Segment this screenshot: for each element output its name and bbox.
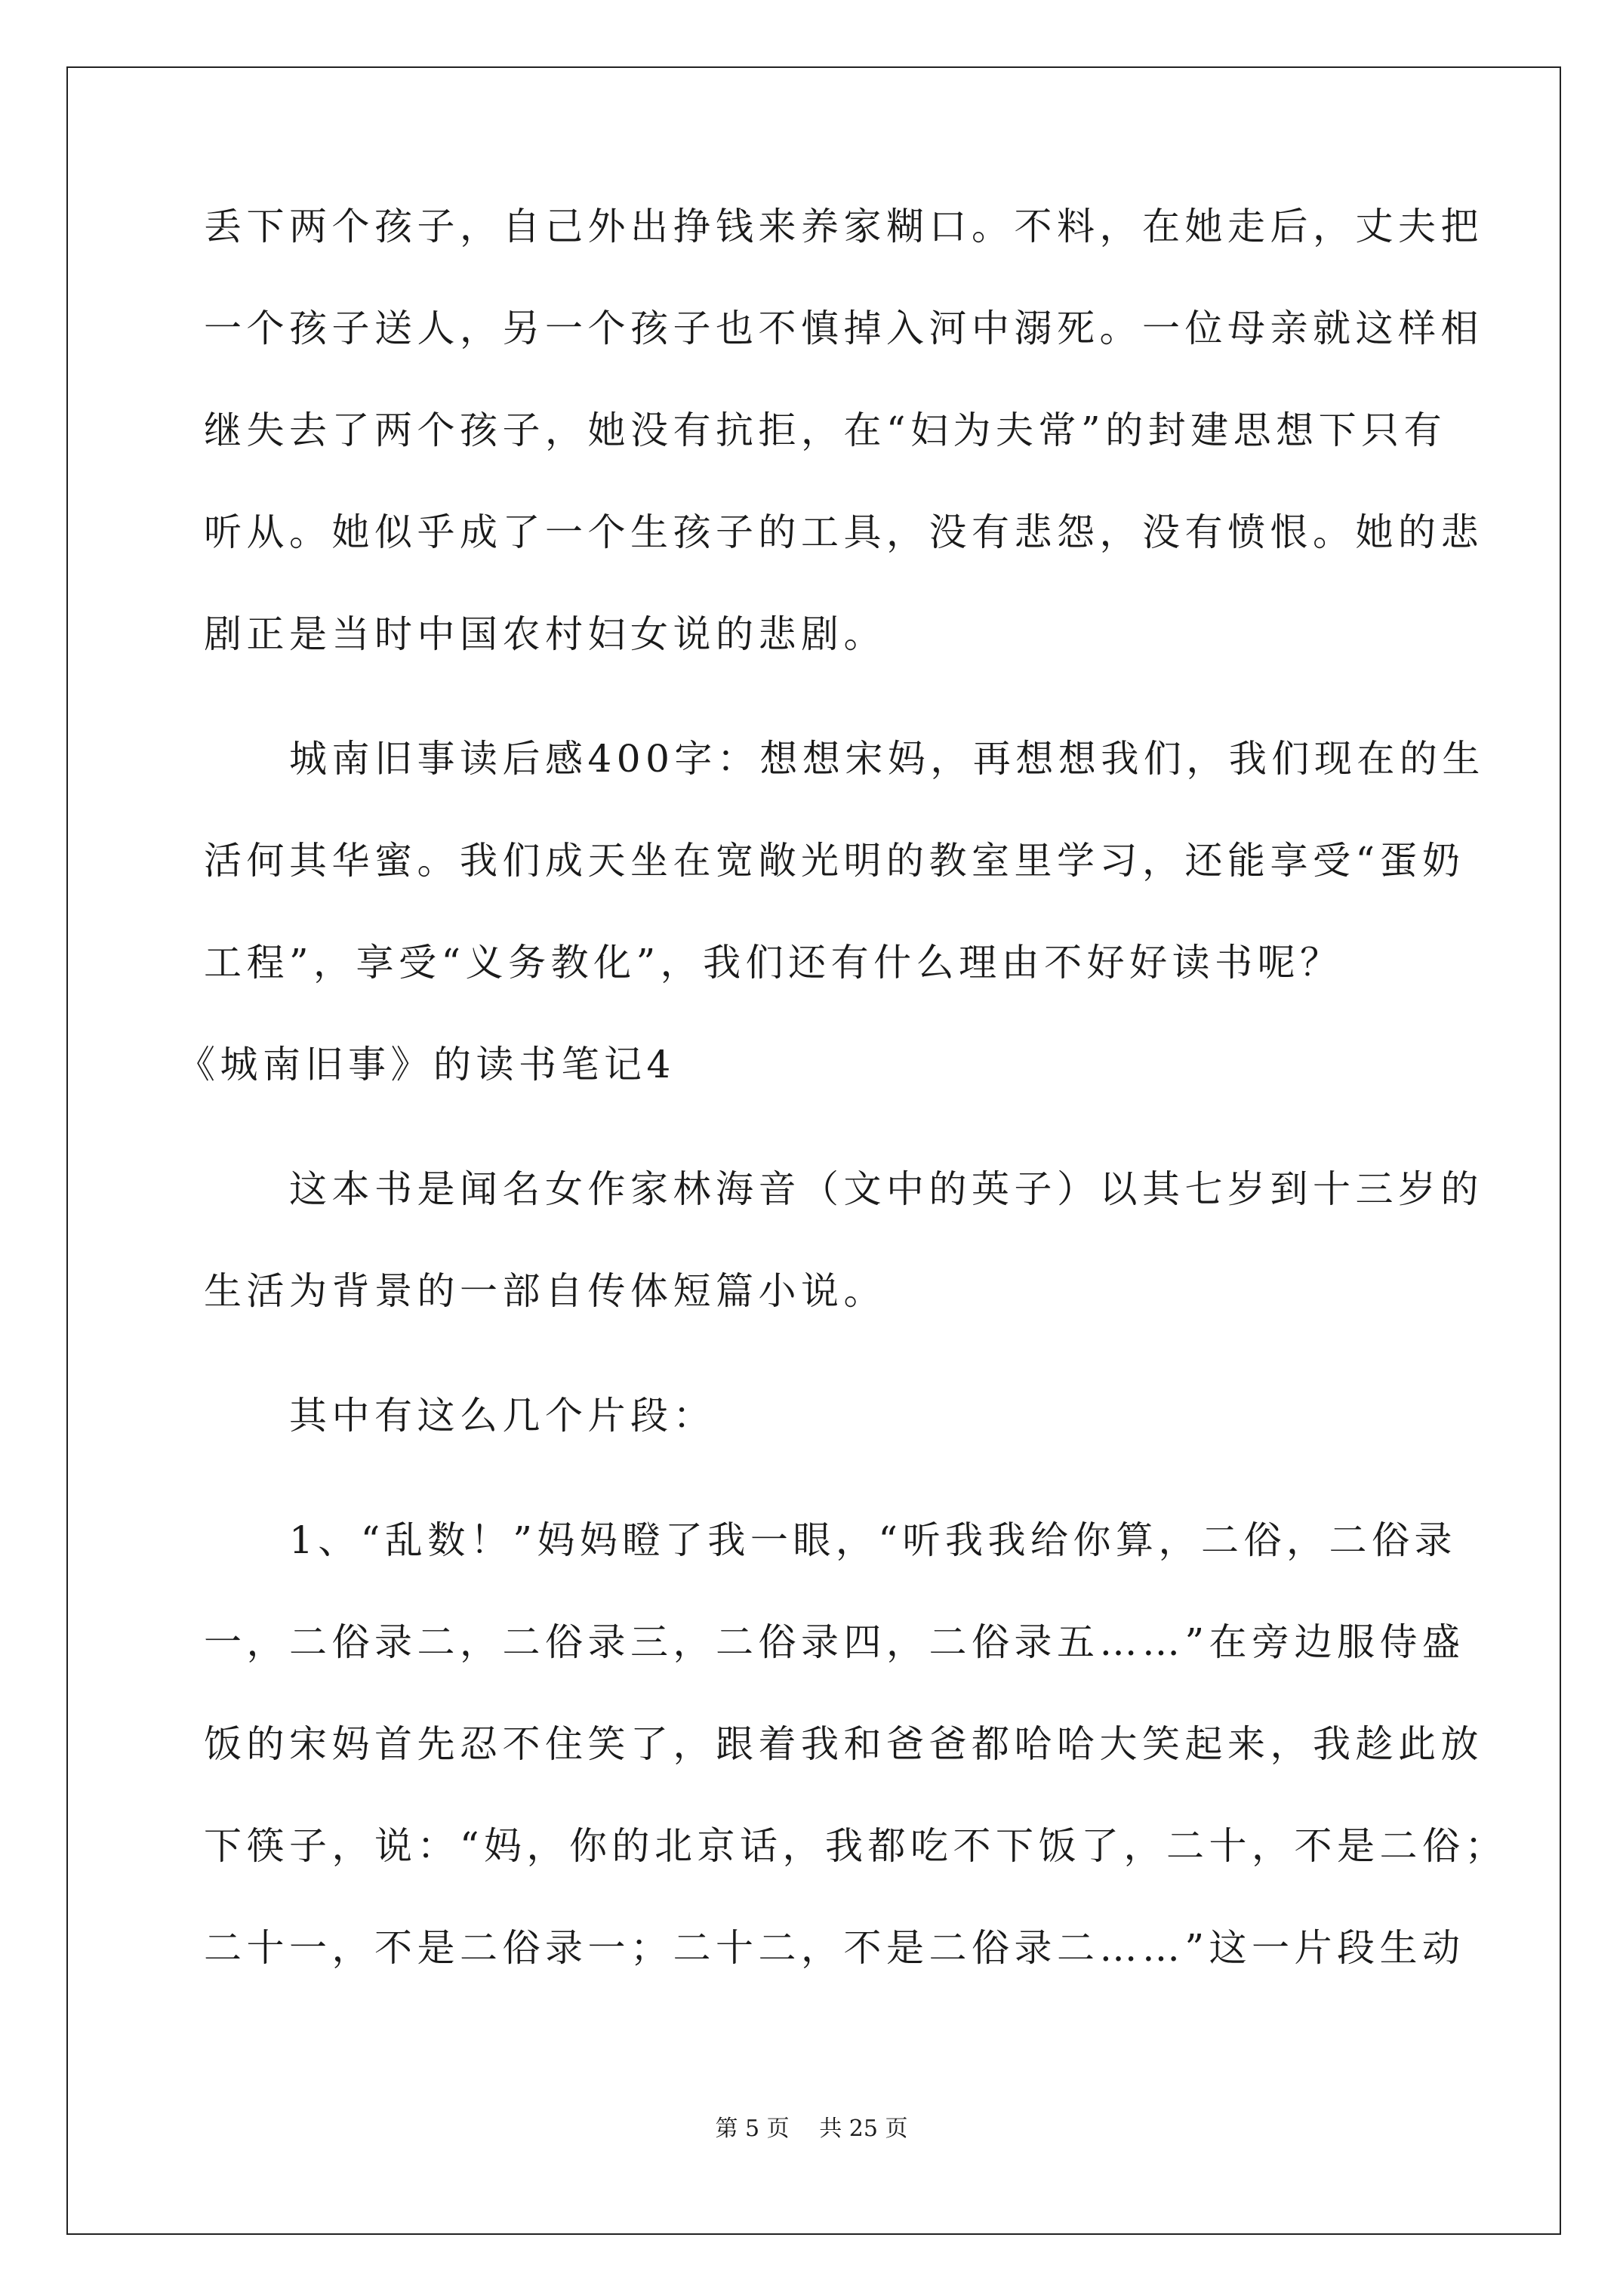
text-line: 工程”，享受“义务教化”，我们还有什么理由不好好读书呢？: [204, 941, 1343, 985]
section-heading: 《城南旧事》的读书笔记4: [177, 1043, 676, 1086]
page-border: [66, 66, 1561, 2235]
text-line: 1、“乱数！”妈妈瞪了我一眼，“听我我给你算，二俗，二俗录: [204, 1518, 1457, 1562]
text-line: 下筷子，说：“妈，你的北京话，我都吃不下饭了，二十，不是二俗；: [204, 1824, 1508, 1868]
text-line: 其中有这么几个片段：: [204, 1394, 716, 1438]
text-line: 一个孩子送人，另一个孩子也不慎掉入河中溺死。一位母亲就这样相: [204, 307, 1483, 350]
text-line: 生活为背景的一部自传体短篇小说。: [204, 1269, 886, 1313]
text-line: 继失去了两个孩子，她没有抗拒，在“妇为夫常”的封建思想下只有: [204, 408, 1447, 452]
text-line: 丢下两个孩子，自己外出挣钱来养家糊口。不料，在她走后，丈夫把: [204, 205, 1483, 248]
text-line: 城南旧事读后感400字：想想宋妈，再想想我们，我们现在的生: [204, 737, 1485, 781]
page-number: 第 5 页 共 25 页: [715, 2116, 908, 2142]
text-line: 听从。她似乎成了一个生孩子的工具，没有悲怨，没有愤恨。她的悲: [204, 510, 1483, 554]
text-line: 剧正是当时中国农村妇女说的悲剧。: [204, 612, 886, 656]
text-line: 这本书是闻名女作家林海音（文中的英子）以其七岁到十三岁的: [204, 1167, 1483, 1211]
text-line: 活何其华蜜。我们成天坐在宽敞光明的教室里学习，还能享受“蛋奶: [204, 839, 1465, 883]
text-line: 二十一，不是二俗录一；二十二，不是二俗录二……”这一片段生动: [204, 1926, 1465, 1970]
text-line: 一，二俗录二，二俗录三，二俗录四，二俗录五……”在旁边服侍盛: [204, 1620, 1465, 1664]
text-line: 饭的宋妈首先忍不住笑了，跟着我和爸爸都哈哈大笑起来，我趁此放: [204, 1722, 1483, 1766]
